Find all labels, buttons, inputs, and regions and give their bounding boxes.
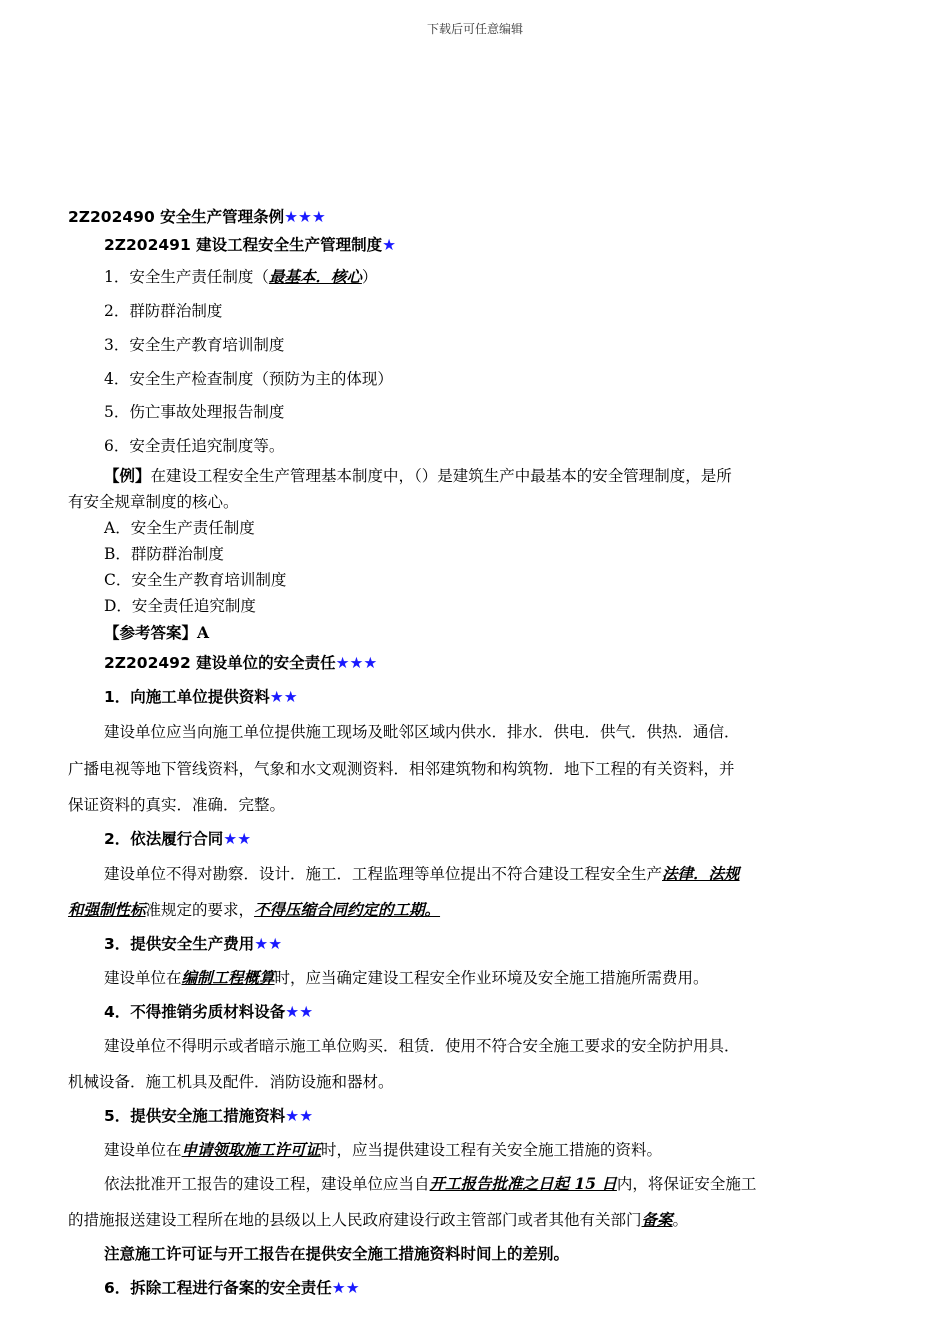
star-rating: ★	[382, 236, 397, 254]
emphasis: 开工报告批准之日起 15 日	[429, 1174, 617, 1193]
page-header: 下载后可任意编辑	[426, 22, 523, 36]
emphasis: 编制工程概算	[181, 968, 275, 987]
item-heading: 4．不得推销劣质材料设备★★	[104, 1003, 314, 1021]
option-d: D．安全责任追究制度	[104, 597, 256, 615]
list-item: 2．群防群治制度	[104, 302, 223, 320]
subsection-code: 2Z202491 建设工程安全生产管理制度	[104, 236, 383, 254]
star-rating: ★★	[285, 1107, 314, 1125]
item-heading: 5．提供安全施工措施资料★★	[104, 1107, 314, 1125]
subsection-code: 2Z202492 建设单位的安全责任	[104, 654, 336, 672]
paragraph-line: 建设单位应当向施工单位提供施工现场及毗邻区域内供水．排水．供电．供气．供热．通信．	[104, 723, 740, 741]
paragraph-line: 和强制性标准规定的要求，不得压缩合同约定的工期。	[68, 900, 441, 919]
note: 注意施工许可证与开工报告在提供安全施工措施资料时间上的差别。	[104, 1245, 570, 1263]
list-item: 1．安全生产责任制度（最基本．核心）	[104, 267, 378, 286]
item-heading: 6．拆除工程进行备案的安全责任★★	[104, 1279, 360, 1297]
paragraph-line: 建设单位不得明示或者暗示施工单位购买．租赁．使用不符合安全施工要求的安全防护用具．	[104, 1037, 740, 1055]
emphasis: 不得压缩合同约定的工期。	[254, 900, 441, 919]
list-item: 3．安全生产教育培训制度	[104, 336, 285, 354]
answer-tag: 【参考答案】	[104, 623, 198, 642]
example-question-cont: 有安全规章制度的核心。	[68, 493, 239, 511]
paragraph-line: 机械设备．施工机具及配件．消防设施和器材。	[68, 1073, 394, 1091]
list-item: 5．伤亡事故处理报告制度	[104, 403, 285, 421]
paragraph-line: 保证资料的真实．准确．完整。	[68, 796, 286, 814]
emphasis: 备案	[641, 1210, 673, 1229]
paragraph-line: 建设单位不得对勘察．设计．施工．工程监理等单位提出不符合建设工程安全生产法律．法规	[104, 864, 740, 883]
paragraph-line: 依法批准开工报告的建设工程，建设单位应当自开工报告批准之日起 15 日内，将保证安全施工	[104, 1174, 757, 1193]
subsection-2z202492	[104, 651, 377, 673]
emphasis: 和强制性标	[68, 900, 146, 919]
list-item: 4．安全生产检查制度（预防为主的体现）	[104, 370, 393, 388]
answer-value: A	[197, 623, 210, 642]
section-code: 2Z202490 安全生产管理条例	[68, 208, 285, 226]
example-tag: 【例】	[104, 466, 151, 485]
option-a: A．安全生产责任制度	[104, 519, 255, 537]
example-question: 【例】在建设工程安全生产管理基本制度中，（）是建筑生产中最基本的安全管理制度，是所	[104, 466, 732, 485]
paragraph-line: 的措施报送建设工程所在地的县级以上人民政府建设行政主管部门或者其他有关部门备案。	[68, 1210, 689, 1229]
item-heading: 3．提供安全生产费用★★	[104, 935, 283, 953]
paragraph-line: 广播电视等地下管线资料，气象和水文观测资料．相邻建筑物和构筑物．地下工程的有关资料，并	[68, 760, 735, 778]
paragraph-line: 建设单位在编制工程概算时，应当确定建设工程安全作业环境及安全施工措施所需费用。	[104, 968, 709, 987]
star-rating: ★★	[285, 1003, 314, 1021]
item-heading: 2．依法履行合同★★	[104, 830, 252, 848]
subsection-2z202491	[104, 233, 396, 255]
star-rating: ★★	[254, 935, 283, 953]
paragraph-line: 建设单位在申请领取施工许可证时，应当提供建设工程有关安全施工措施的资料。	[104, 1140, 663, 1159]
emphasis: 申请领取施工许可证	[181, 1140, 322, 1159]
star-rating: ★★	[269, 688, 298, 706]
section-title	[68, 205, 326, 227]
emphasis: 法律．法规	[662, 864, 740, 883]
list-item: 6．安全责任追究制度等。	[104, 437, 285, 455]
answer	[104, 621, 209, 643]
star-rating: ★★★	[284, 208, 326, 226]
option-c: C．安全生产教育培训制度	[104, 571, 287, 589]
emphasis: 最基本．核心	[268, 267, 362, 286]
option-b: B．群防群治制度	[104, 545, 224, 563]
item-heading: 1．向施工单位提供资料★★	[104, 688, 298, 706]
star-rating: ★★	[223, 830, 252, 848]
star-rating: ★★	[331, 1279, 360, 1297]
star-rating: ★★★	[335, 654, 378, 672]
